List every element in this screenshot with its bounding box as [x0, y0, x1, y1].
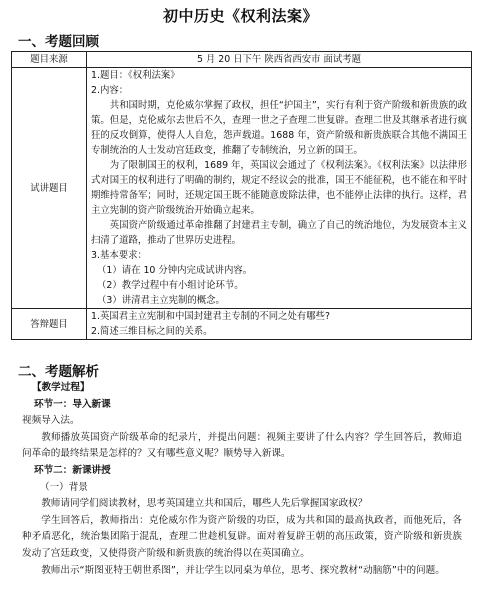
page-title: 初中历史《权利法案》 [162, 7, 318, 25]
table-row-trial [12, 68, 472, 309]
section-heading-review: 一、考题回顾 [18, 34, 99, 50]
teacher-play-text: 教师播放英国资产阶级革命的纪录片，并提出问题：视频主要讲了什么内容？学生回答后，教师追问革命的最终结果是怎样的？又有哪些意义呢？顺势导入新课。 [22, 431, 462, 460]
table-row-source [12, 52, 472, 68]
trial-label: 试讲题目 [12, 68, 87, 309]
requirement-2: （2）教学过程中有小组讨论环节。 [97, 280, 244, 291]
requirements-label: 3.基本要求： [91, 250, 147, 261]
link2-heading: 环节二：新课讲授 [34, 464, 111, 476]
video-intro-text: 视频导入法。 [22, 415, 80, 427]
background-subheading: （一）背景 [40, 481, 88, 493]
student-answer-text: 学生回答后，教师指出：克伦威尔作为资产阶级的功臣，成为共和国的最高执政者，而他死后，各种矛盾恶化，统治集团陷于混乱，查理二世趁机复辟。面对着复辟王朝的高压政策，资产阶级和新贵族发动了宫廷政变，又使得资产阶级和新贵族的统治得以在英国确立。 [22, 514, 462, 559]
link1-heading: 环节一：导入新课 [34, 398, 111, 410]
content-paragraph-3: 英国资产阶级通过革命推翻了封建君主专制，确立了自己的统治地位，为发展资本主义扫清了道路，推动了世界历史进程。 [91, 220, 467, 246]
analysis-body [22, 380, 462, 579]
guide-text: 教师请同学们阅读教材，思考英国建立共和国后，哪些人先后掌握国家政权？ [41, 498, 368, 510]
answer-label: 答辩题目 [12, 309, 87, 340]
answer-question-2: 2.简述三维目标之间的关系。 [91, 326, 213, 337]
content-paragraph-1: 共和国时期，克伦威尔掌握了政权，担任“护国主”，实行有利于资产阶级和新贵族的政策。但是，克伦威尔去世后不久，查理一世之子查理二世复辟。查理二世及其继承者进行疯狂的反攻倒算，使得人人自危，怨声载道。1688 年，资产阶级和新贵族联合其他不满国王专制统治的人士发动宫廷政变，推翻了专制统治，另立新的国王。 [91, 100, 467, 156]
answer-question-1: 1.英国君主立宪制和中国封建君主专制的不同之处有哪些? [91, 311, 330, 322]
requirement-1: （1）请在 10 分钟内完成试讲内容。 [97, 265, 253, 276]
source-label: 题目来源 [12, 52, 87, 68]
requirement-3: （3）讲清君主立宪制的概念。 [97, 295, 225, 306]
source-value: 5 月 20 日下午 陕西省西安市 面试考题 [87, 52, 472, 68]
answer-content [87, 309, 472, 340]
exam-table [11, 51, 472, 340]
question-content-label: 2.内容： [91, 85, 129, 96]
teaching-process-heading: 【教学过程】 [32, 382, 90, 393]
question-title: 1.题目：《权利法案》 [91, 70, 180, 81]
table-row-answer [12, 309, 472, 340]
content-paragraph-2: 为了限制国王的权利，1689 年，英国议会通过了《权利法案》。《权利法案》以法律形式对国王的权利进行了明确的制约，规定不经议会的批准，国王不能征税，也不能在和平时期维持常备军；同时，还规定国王既不能随意废除法律，也不能停止法律的执行。这样，君主立宪制的资产阶级统治开始确立起来。 [91, 160, 467, 216]
section-heading-analysis: 二、考题解析 [18, 364, 99, 380]
trial-content [87, 68, 472, 309]
dynasty-chart-text: 教师出示“斯图亚特王朝世系图”，并让学生以同桌为单位，思考、探究教材“动脑筋”中的问题。 [41, 564, 445, 576]
